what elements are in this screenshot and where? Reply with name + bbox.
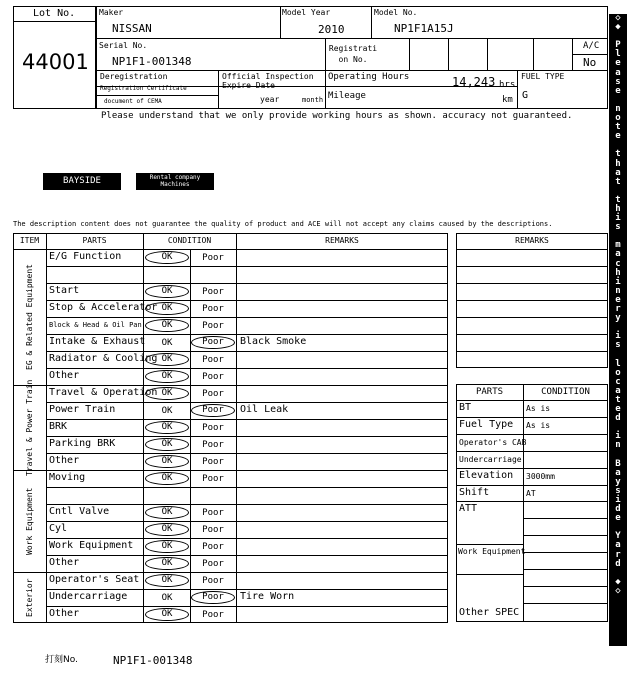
right-remarks-header: REMARKS (515, 236, 549, 245)
month-label: month (302, 96, 324, 104)
sidebar-char: a (615, 467, 621, 478)
poor-mark[interactable]: Poor (202, 474, 224, 484)
serial-no-value: NP1F1-001348 (112, 55, 192, 68)
sidebar-char: ◆ (615, 22, 621, 33)
bayside-button[interactable] (43, 173, 121, 190)
serial-no-label: Serial No. (99, 41, 148, 50)
spec-condition: As is (526, 404, 551, 413)
maker-label: Maker (99, 8, 124, 17)
sidebar-char: e (615, 294, 621, 305)
sidebar-char: P (615, 40, 621, 51)
sidebar-char: h (615, 158, 621, 169)
km-unit: km (502, 95, 513, 105)
sidebar-char: o (615, 367, 621, 378)
part-name: Cntl Valve (49, 506, 110, 517)
sidebar-char: e (615, 513, 621, 524)
ok-mark[interactable]: OK (145, 302, 189, 315)
stamp-no-label: 打刻No. (45, 655, 78, 665)
part-name: BRK (49, 421, 68, 432)
sidebar-char: a (615, 67, 621, 78)
ok-mark[interactable]: OK (145, 421, 189, 434)
registration-no-label: Registrati on No. (328, 44, 378, 64)
spec-condition: AT (526, 488, 536, 498)
condition-header: CONDITION (167, 236, 212, 245)
part-name: Undercarriage (49, 591, 128, 602)
deregistration-label: Deregistration (100, 72, 168, 81)
item-header: ITEM (19, 236, 40, 245)
poor-mark[interactable]: Poor (202, 576, 224, 586)
ok-mark[interactable]: OK (145, 353, 189, 366)
ok-mark[interactable]: OK (161, 406, 173, 416)
part-name: Cyl (49, 523, 68, 534)
part-name: Other (49, 370, 80, 381)
sidebar-char: t (615, 122, 621, 133)
part-name: Other (49, 557, 80, 568)
group-label: Travel & Power Train (25, 379, 34, 476)
sidebar-char: n (615, 285, 621, 296)
sidebar-char: h (615, 267, 621, 278)
sidebar-char: e (615, 58, 621, 69)
hours-notice: Please understand that we only provide working hours as shown. accuracy not guaranteed. (101, 111, 573, 121)
sidebar-char: d (615, 413, 621, 424)
spec-condition: As is (526, 420, 551, 430)
group-label: EG & Related Equipment (25, 264, 34, 370)
poor-mark[interactable]: Poor (202, 542, 224, 552)
poor-mark[interactable]: Poor (202, 253, 224, 263)
poor-mark[interactable]: Poor (202, 372, 224, 382)
ac-label: A/C (583, 41, 600, 51)
ok-mark[interactable]: OK (145, 472, 189, 485)
poor-mark[interactable]: Poor (202, 508, 224, 518)
spec-other: Other SPEC (459, 607, 520, 618)
sidebar-char: e (615, 85, 621, 96)
spec-part: BT (459, 402, 472, 413)
sidebar-char: ◇ (615, 585, 621, 596)
poor-mark[interactable]: Poor (202, 423, 224, 433)
ac-value: No (583, 56, 597, 69)
ok-mark[interactable]: OK (145, 506, 189, 519)
sidebar-char: s (615, 222, 621, 233)
poor-mark[interactable]: Poor (202, 321, 224, 331)
fuel-type-value: G (522, 90, 529, 101)
model-year-value: 2010 (318, 23, 345, 36)
part-name: Stop & Accelerator (49, 302, 158, 313)
spec-part: Elevation (459, 469, 514, 481)
sidebar-char: n (615, 440, 621, 451)
sidebar-char: i (615, 213, 621, 224)
sidebar-char: a (615, 385, 621, 396)
sidebar-char: i (615, 276, 621, 287)
poor-mark[interactable]: Poor (202, 525, 224, 535)
spec-condition: 3000mm (526, 471, 555, 481)
rental-company-button[interactable] (136, 173, 214, 190)
sidebar-char: n (615, 103, 621, 114)
ok-mark[interactable]: OK (145, 540, 189, 553)
poor-mark[interactable]: Poor (202, 304, 224, 314)
ok-mark[interactable]: OK (145, 251, 189, 264)
remark-text: Oil Leak (240, 404, 289, 415)
group-label: Exterior (25, 578, 34, 617)
poor-mark[interactable]: Poor (202, 287, 224, 297)
ok-mark[interactable]: OK (145, 574, 189, 587)
spec-part: Shift (459, 486, 490, 498)
sidebar-char: t (615, 394, 621, 405)
mileage-label: Mileage (328, 91, 366, 101)
remark-text: Black Smoke (240, 336, 307, 347)
part-name: Work Equipment (49, 540, 134, 551)
sidebar-char: c (615, 258, 621, 269)
poor-mark[interactable]: Poor (191, 404, 235, 417)
ok-mark[interactable]: OK (145, 455, 189, 468)
sidebar-char: i (615, 431, 621, 442)
poor-mark[interactable]: Poor (202, 440, 224, 450)
poor-mark[interactable]: Poor (202, 389, 224, 399)
sidebar-char: t (615, 176, 621, 187)
poor-mark[interactable]: Poor (202, 457, 224, 467)
sidebar-char: l (615, 358, 621, 369)
part-name: Operator's Seat (49, 574, 140, 585)
sidebar-char: Y (615, 531, 621, 542)
document-cema-label: document of CEMA (104, 98, 162, 105)
remark-text: Tire Worn (240, 591, 295, 602)
operating-hours-value: 14,243 (452, 75, 496, 89)
part-name: Other (49, 455, 80, 466)
sidebar-char: t (615, 194, 621, 205)
maker-value: NISSAN (112, 22, 152, 35)
poor-mark[interactable]: Poor (191, 336, 235, 349)
location-note-sidebar (609, 14, 627, 646)
sidebar-char: y (615, 476, 621, 487)
poor-mark[interactable]: Poor (202, 610, 224, 620)
sidebar-char: a (615, 167, 621, 178)
sidebar-char: t (615, 149, 621, 160)
sidebar-char: e (615, 131, 621, 142)
spec-work-equipment: Work Equipment (458, 547, 526, 557)
spec-parts-header: PARTS (475, 387, 504, 397)
poor-mark[interactable]: Poor (202, 355, 224, 365)
sidebar-char: d (615, 558, 621, 569)
part-name: Other (49, 608, 80, 619)
spec-part: Undercarriage (459, 454, 522, 464)
disclaimer-text: The description content does not guarantee the quality of product and ACE will not accept any claims caused by the descriptions. (13, 220, 553, 228)
parts-header: PARTS (82, 236, 107, 245)
remarks-header: REMARKS (325, 236, 359, 245)
model-year-label: Model Year (282, 8, 331, 17)
bayside-label: BAYSIDE (63, 176, 101, 186)
ok-mark[interactable]: OK (145, 438, 189, 451)
spec-part: Operator's CAB (459, 437, 527, 447)
part-name: Power Train (49, 404, 116, 415)
expire-date-label: Expire Date (222, 81, 275, 90)
sidebar-char: ◆ (615, 576, 621, 587)
lot-no-label: Lot No. (33, 8, 76, 19)
sidebar-char: a (615, 540, 621, 551)
sidebar-char: h (615, 203, 621, 214)
rental-label-line2: Machines (160, 181, 190, 188)
ok-mark[interactable]: OK (145, 370, 189, 383)
sidebar-char: c (615, 376, 621, 387)
sidebar-char: m (615, 240, 621, 251)
part-name: Intake & Exhaust (49, 336, 146, 347)
ok-mark[interactable]: OK (145, 523, 189, 536)
part-name: Block & Head & Oil Pan (49, 321, 142, 329)
ok-mark[interactable]: OK (145, 608, 189, 621)
lot-number: 44001 (22, 50, 89, 74)
part-name: Start (49, 285, 80, 296)
sidebar-char: a (615, 249, 621, 260)
ok-mark[interactable]: OK (145, 387, 189, 400)
inspection-label: Official Inspection (222, 72, 314, 81)
poor-mark[interactable]: Poor (202, 559, 224, 569)
model-no-label: Model No. (374, 8, 418, 17)
sidebar-char: ◇ (615, 13, 621, 23)
sidebar-char: o (615, 113, 621, 124)
fuel-type-label: FUEL TYPE (521, 72, 565, 81)
model-no-value: NP1F1A15J (394, 22, 454, 35)
sidebar-char: r (615, 304, 621, 314)
part-name: Parking BRK (49, 438, 116, 449)
spec-part: ATT (459, 503, 478, 515)
sidebar-char: i (615, 331, 621, 342)
rental-label-line1: Rental company (149, 174, 201, 181)
ok-mark[interactable]: OK (145, 319, 189, 332)
group-label: Work Equipment (25, 487, 34, 555)
ok-mark[interactable]: OK (161, 338, 173, 348)
spec-condition-header: CONDITION (541, 387, 590, 397)
part-name: Travel & Operation (49, 387, 158, 398)
sidebar-char: s (615, 340, 621, 351)
part-name: E/G Function (49, 251, 122, 262)
sidebar-char: s (615, 485, 621, 496)
spec-part: Fuel Type (459, 418, 514, 430)
stamp-no-value: NP1F1-001348 (113, 654, 193, 667)
year-label: year (260, 95, 280, 104)
sidebar-char: r (615, 549, 621, 560)
ok-mark[interactable]: OK (145, 557, 189, 570)
registration-certificate-label: Registration Certificate (100, 85, 187, 92)
poor-mark[interactable]: Poor (191, 591, 235, 604)
sidebar-char: s (615, 76, 621, 87)
sidebar-char: i (615, 494, 621, 505)
ok-mark[interactable]: OK (161, 593, 173, 603)
part-name: Moving (49, 472, 86, 483)
sidebar-char: d (615, 504, 621, 515)
sidebar-char: e (615, 404, 621, 415)
sidebar-char: B (615, 458, 621, 469)
ok-mark[interactable]: OK (145, 285, 189, 298)
hrs-unit: hrs (499, 80, 516, 90)
operating-hours-label: Operating Hours (328, 72, 410, 82)
sidebar-char: y (615, 313, 621, 324)
part-name: Radiator & Cooling (49, 353, 158, 364)
sidebar-char: l (615, 49, 621, 60)
